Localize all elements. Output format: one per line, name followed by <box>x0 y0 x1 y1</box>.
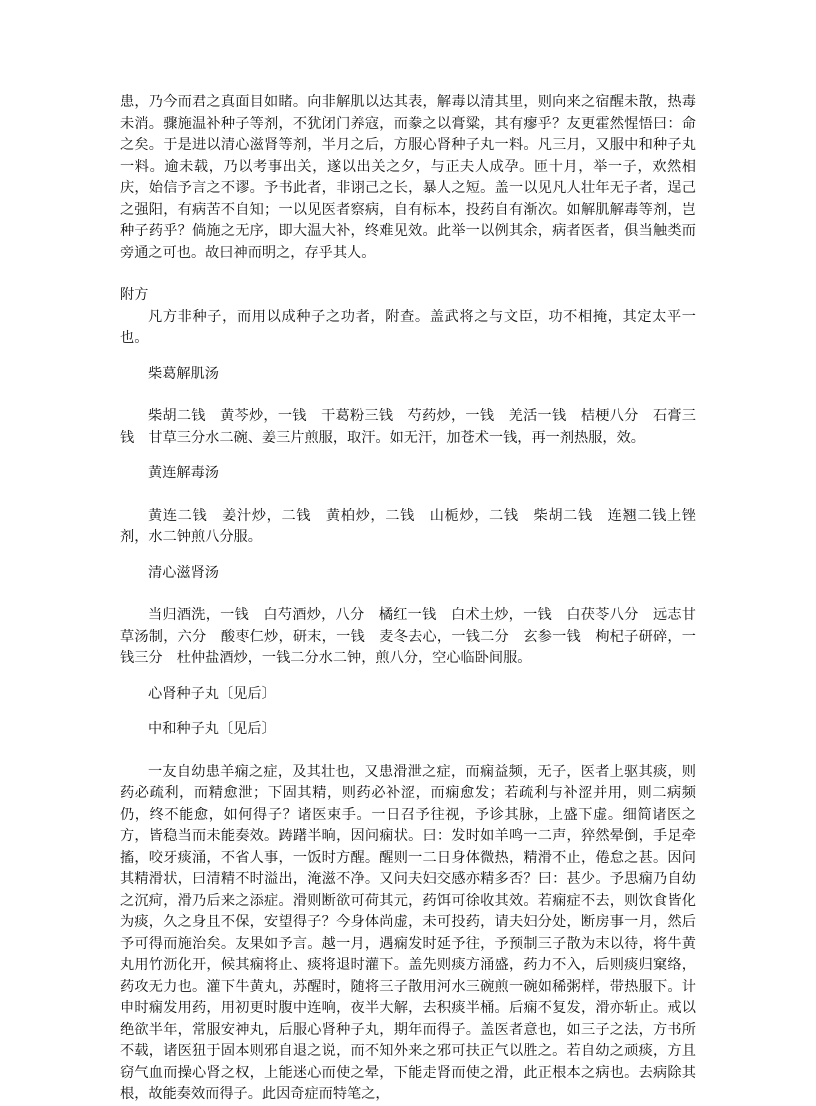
document-page <box>120 92 696 1106</box>
case-paragraph: 一友自幼患羊痫之症，及其壮也，又患滑泄之症，而痫益频，无子，医者上驱其痰，则药必疏利，而精愈泄；下固其精，则药必补涩，而痫愈发；若疏利与补涩并用，则二病频仍，终不能愈，如何得子？诸医束手。一日召予往视，予诊其脉，上盛下虚。细简诸医之方，皆稳当而未能奏效。踌躇半晌，因问痫状。曰：发时如羊鸣一二声，猝然晕倒，手足牵搐，咬牙痰涌，不省人事，一饭时方醒。醒则一二日身体微热，精滑不止，倦怠之甚。因问其精滑状，曰清精不时溢出，淹滋不净。又问夫妇交感亦精多否？曰：甚少。予思痫乃自幼之沉疴，滑乃后来之添症。滑则断欲可荷其元，药饵可徐收其效。若痫症不去，则饮食皆化为痰，久之身且不保，安望得子？今身体尚虚，未可投药，请夫妇分处，断房事一月，然后予可得而施治矣。友果如予言。越一月，遇痫发时延予往，予预制三子散为末以待，将牛黄丸用竹沥化开，候其痫将止、痰将退时灌下。盖先则痰方涌盛，药力不入，后则痰归窠络，药攻无力也。灌下牛黄丸，苏醒时，随将三子散用河水三碗煎一碗如稀粥样，带热服下。计申时痫发用药，用初更时腹中连响，夜半大解，去积痰半桶。后痫不复发，滑亦斩止。戒以绝欲半年，常服安神丸，后服心肾种子丸，期年而得子。盖医者意也，如三子之法，方书所不载，诸医狃于固本则邪自退之说，而不知外来之邪可扶正气以胜之。若自幼之顽痰，方且窃气血而操心肾之权，上能迷心而使之晕，下能走肾而使之滑，此正根本之病也。去病除其根，故能奏效而得子。此因奇症而特笔之， <box>120 763 696 1102</box>
appendix-heading: 附方 <box>120 287 149 303</box>
pill-recipe-title: 心肾种子丸〔见后〕 <box>148 685 276 702</box>
recipe-text: 柴胡二钱 黄芩炒，一钱 干葛粉三钱 芍药炒，一钱 羌活一钱 桔梗八分 石膏三钱 甘草三分水二碗、姜三片煎服，取汗。如无汗，加苍术一钱，再一剂热服，效。 <box>120 408 696 446</box>
appendix-text: 凡方非种子，而用以成种子之功者，附查。盖武将之与文臣，功不相掩，其定太平一也。 <box>120 308 696 346</box>
recipe-title: 柴葛解肌汤 <box>148 365 219 382</box>
recipe-text: 当归酒洗，一钱 白芍酒炒，八分 橘红一钱 白术土炒，一钱 白茯苓八分 远志甘草汤制，六分 酸枣仁炒，研末，一钱 麦冬去心，一钱二分 玄参一钱 枸杞子研碎，一钱三分 杜仲盐酒炒，一钱二分水二钟，煎八分，空心临卧间服。 <box>120 607 696 666</box>
recipe-text: 黄连二钱 姜汁炒，二钱 黄柏炒，二钱 山栀炒，二钱 柴胡二钱 连翘二钱上锉剂，水二钟煎八分服。 <box>120 507 696 545</box>
pill-recipe-title: 中和种子丸〔见后〕 <box>148 721 276 737</box>
recipe-title: 清心滋肾汤 <box>148 564 219 581</box>
recipe-title: 黄连解毒汤 <box>148 465 219 481</box>
intro-paragraph: 患，乃今而君之真面目如睹。向非解肌以达其表，解毒以清其里，则向来之宿醒未散，热毒未消。骤施温补种子等剂，不犹闭门养寇，而豢之以膏粱，其有瘳乎？友更霍然惺悟曰：命之矣。于是进以清心滋肾等剂，半月之后，方服心肾种子丸一料。凡三月，又服中和种子丸一料。逾未载，乃以考事出关，遂以出关之夕，与正夫人成孕。匝十月，举一子，欢然相庆，始信予言之不谬。予书此者，非诩己之长，暴人之短。盖一以见凡人壮年无子者，逞己之强阳，有病苦不自知；一以见医者察病，自有标本，投药自有渐次。如解肌解毒等剂，岂种子药乎？倘施之无序，即大温大补，终难见效。此举一以例其余，病者医者，俱当触类而旁通之可也。故曰神而明之，存乎其人。 <box>120 94 696 261</box>
